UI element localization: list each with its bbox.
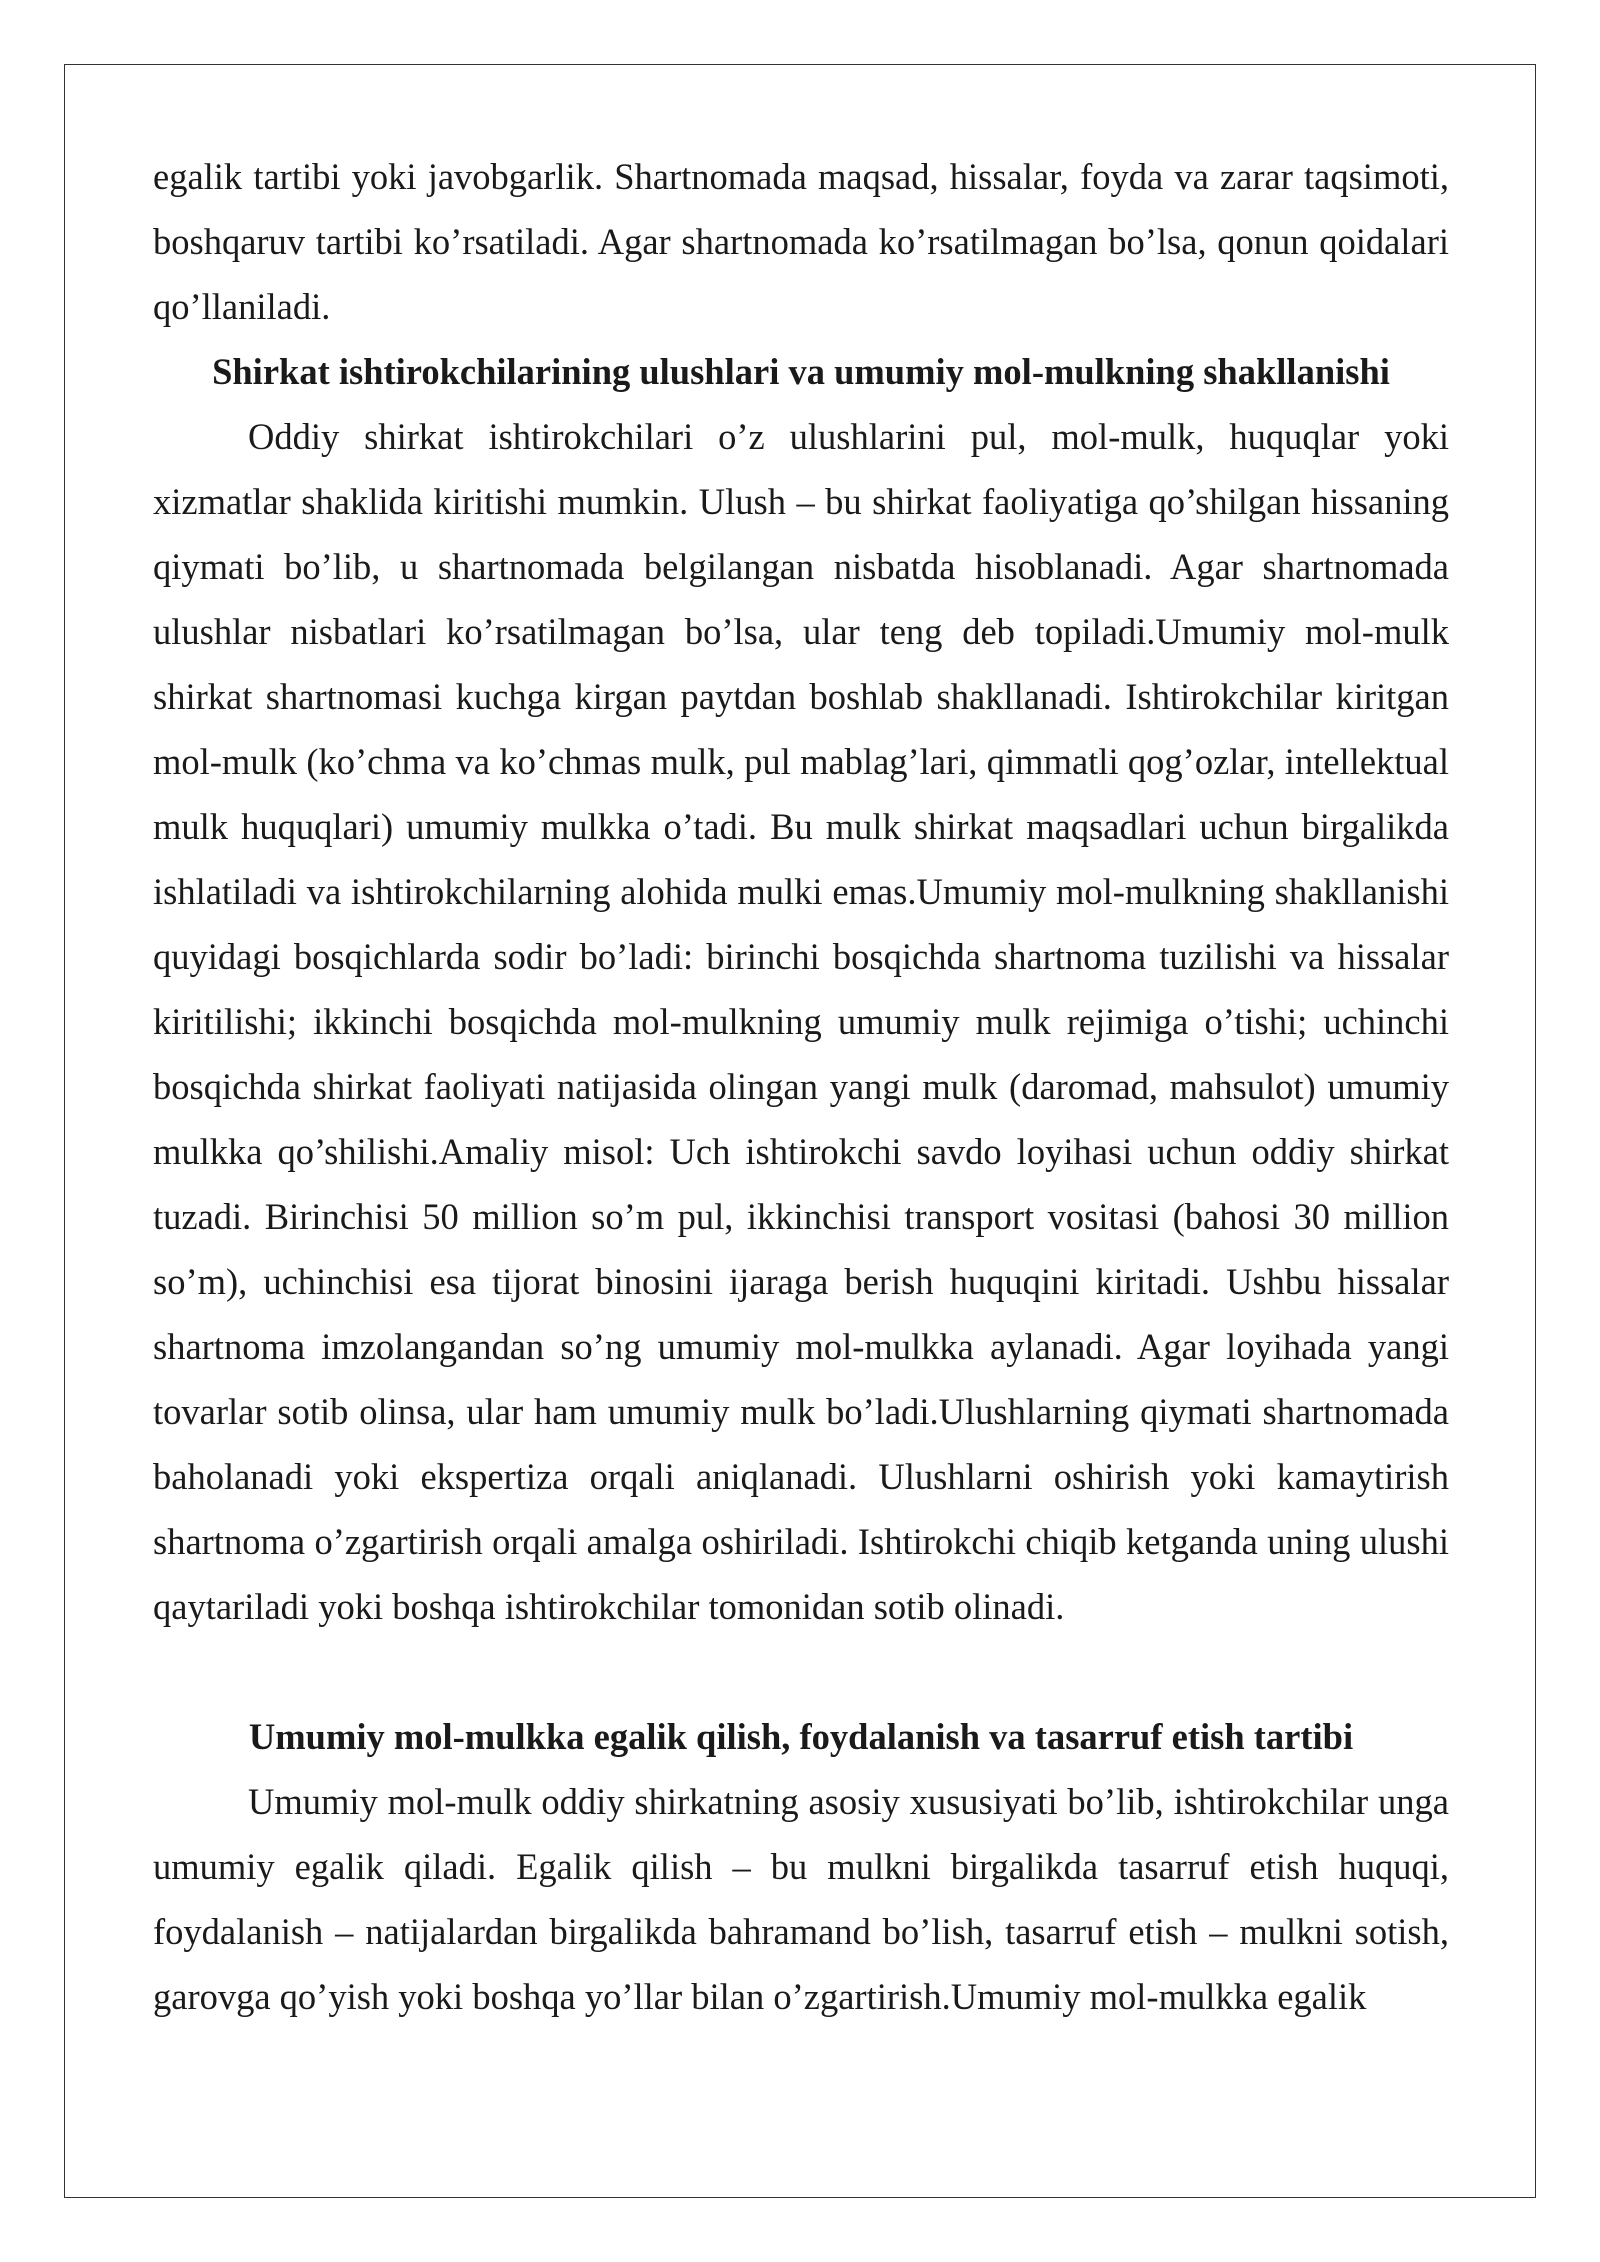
section-heading-ownership: Umumiy mol-mulkka egalik qilish, foydalanish va tasarruf etish tartibi (248, 1716, 1354, 1757)
paragraph-shares: Oddiy shirkat ishtirokchilari o’z ulushlarini pul, mol-mulk, huquqlar yoki xizmatlar shaklida kiritishi mumkin. Ulush – bu shirkat faoliyatiga qo’shilgan hissaning qiymati bo’lib, u shartnomada belgilangan nisbatda hisoblanadi. Agar shartnomada ulushlar nisbatlari ko’rsatilmagan bo’lsa, ular teng deb topiladi.Umumiy mol-mulk shirkat shartnomasi kuchga kirgan paytdan boshlab shakllanadi. Ishtirokchilar kiritgan mol-mulk (ko’chma va ko’chmas mulk, pul mablag’lari, qimmatli qog’ozlar, intellektual mulk huquqlari) umumiy mulkka o’tadi. Bu mulk shirkat maqsadlari uchun birgalikda ishlatiladi va ishtirokchilarning alohida mulki emas.Umumiy mol-mulkning shakllanishi quyidagi bosqichlarda sodir bo’ladi: birinchi bosqichda shartnoma tuzilishi va hissalar kiritilishi; ikkinchi bosqichda mol-mulkning umumiy mulk rejimiga o’tishi; uchinchi bosqichda shirkat faoliyati natijasida olingan yangi mulk (daromad, mahsulot) umumiy mulkka qo’shilishi.Amaliy misol: Uch ishtirokchi savdo loyihasi uchun oddiy shirkat tuzadi. Birinchisi 50 million so’m pul, ikkinchisi transport vositasi (bahosi 30 million so’m), uchinchisi esa tijorat binosini ijaraga berish huquqini kiritadi. Ushbu hissalar shartnoma imzolangandan so’ng umumiy mol-mulkka aylanadi. Agar loyihada yangi tovarlar sotib olinsa, ular ham umumiy mulk bo’ladi.Ulushlarning qiymati shartnomada baholanadi yoki ekspertiza orqali aniqlanadi. Ulushlarni oshirish yoki kamaytirish shartnoma o’zgartirish orqali amalga oshiriladi. Ishtirokchi chiqib ketganda uning ulushi qaytariladi yoki boshqa ishtirokchilar tomonidan sotib olinadi. (153, 416, 1449, 1627)
document-body (153, 144, 1449, 2029)
paragraph-continuation: egalik tartibi yoki javobgarlik. Shartnomada maqsad, hissalar, foyda va zarar taqsimoti, boshqaruv tartibi ko’rsatiladi. Agar shartnomada ko’rsatilmagan bo’lsa, qonun qoidalari qo’llaniladi. (153, 156, 1449, 327)
paragraph-ownership: Umumiy mol-mulk oddiy shirkatning asosiy xususiyati bo’lib, ishtirokchilar unga umumiy egalik qiladi. Egalik qilish – bu mulkni birgalikda tasarruf etish huquqi, foydalanish – natijalardan birgalikda bahramand bo’lish, tasarruf etish – mulkni sotish, garovga qo’yish yoki boshqa yo’llar bilan o’zgartirish.Umumiy mol-mulkka egalik (153, 1781, 1449, 2017)
blank-line (153, 1639, 1449, 1704)
section-heading-shares: Shirkat ishtirokchilarining ulushlari va umumiy mol-mulkning shakllanishi (212, 351, 1390, 392)
